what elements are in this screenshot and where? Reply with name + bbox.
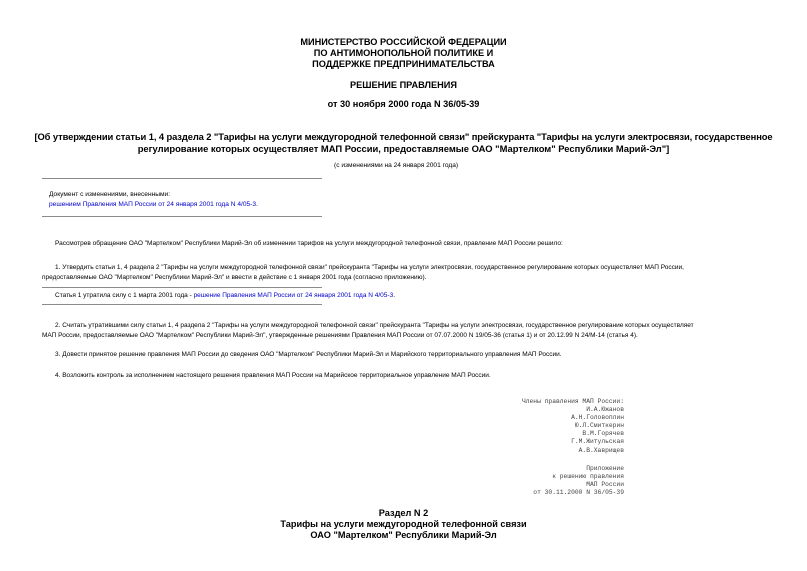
signature-name: Г.М.Житульская xyxy=(571,438,624,446)
repeal-note-top-rule xyxy=(42,287,322,288)
signature-name: А.Н.Головоплин xyxy=(571,414,624,422)
repeal-note-bottom-rule xyxy=(42,304,322,305)
section-subtitle-1: Тарифы на услуги междугородной телефонной связи xyxy=(280,519,527,529)
paragraph-2-line-1: 2. Считать утратившими силу статьи 1, 4 раздела 2 "Тарифы на услуги междугородной телефонной связи" прейскуранта "Тарифы на услуги электросвязи, государственное регулирование которых осуществляет xyxy=(55,322,694,329)
decision-heading: РЕШЕНИЕ ПРАВЛЕНИЯ xyxy=(350,80,457,90)
repeal-decision-link[interactable]: решение Правления МАП России от 24 января 2001 года N 4/05-3 xyxy=(193,292,394,299)
appendix-line: Приложение xyxy=(586,465,624,472)
document-title-line-1: [Об утверждении статьи 1, 4 раздела 2 "Тарифы на услуги междугородной телефонной связи" прейскуранта "Тарифы на услуги электросвязи, государственное xyxy=(34,131,773,142)
paragraph-2-line-2: МАП России, предоставляемые ОАО "Мартелком" Республики Марий-Эл", утвержденные решениями Правления МАП России от 07.07.2000 N 19/05-36 (статья 1) и от 20.12.99 N 24/М-14 (статья 4). xyxy=(42,332,638,339)
appendix-line: к решению правления xyxy=(552,473,624,481)
section-subtitle-2: ОАО "Мартелком" Республики Марий-Эл xyxy=(310,530,497,540)
paragraph-4: 4. Возложить контроль за исполнением настоящего решения правления МАП России на Марийское территориальное управление МАП России. xyxy=(55,372,491,379)
repeal-note-end: . xyxy=(393,292,395,299)
amending-decision-link[interactable]: решением Правления МАП России от 24 января 2001 года N 4/05-3. xyxy=(49,201,258,208)
changes-box-top-rule xyxy=(42,178,322,179)
intro-paragraph: Рассмотрев обращение ОАО "Мартелком" Республики Марий-Эл об изменении тарифов на услуги междугородной телефонной связи, правление МАП России решило: xyxy=(55,240,563,247)
ministry-name-line-3: ПОДДЕРЖКЕ ПРЕДПРИНИМАТЕЛЬСТВА xyxy=(312,59,495,69)
signature-name: И.А.Южанов xyxy=(586,406,624,414)
signature-name: В.М.Горячев xyxy=(582,430,624,438)
repeal-note-text: Статья 1 утратила силу с 1 марта 2001 года - xyxy=(55,292,194,299)
signatures-block xyxy=(400,398,624,455)
appendix-block xyxy=(400,465,624,497)
paragraph-1-line-1: 1. Утвердить статьи 1, 4 раздела 2 "Тарифы на услуги междугородной телефонной связи" прейскуранта "Тарифы на услуги электросвязи, государственное регулирование которых осуществляет МАП России, xyxy=(55,264,684,271)
paragraph-3: 3. Довести принятое решение правления МАП России до сведения ОАО "Мартелком" Республики Марий-Эл и Марийского территориального управления МАП России. xyxy=(55,351,562,358)
document-title-line-2: регулирование которых осуществляет МАП России, предоставляемые ОАО "Мартелком" Республики Марий-Эл"] xyxy=(137,143,670,154)
appendix-line: от 30.11.2000 N 36/05-39 xyxy=(533,489,624,497)
section-title: Раздел N 2 xyxy=(378,508,429,518)
signatures-heading: Члены правления МАП России: xyxy=(521,398,624,405)
amendment-note: (с изменениями на 24 января 2001 года) xyxy=(334,162,459,169)
decision-date: от 30 ноября 2000 года N 36/05-39 xyxy=(327,99,480,109)
appendix-line: МАП России xyxy=(586,481,624,489)
signature-name: А.В.Хаврищев xyxy=(578,446,624,454)
ministry-name-line-2: ПО АНТИМОНОПОЛЬНОЙ ПОЛИТИКЕ И xyxy=(313,48,494,58)
ministry-name-line-1: МИНИСТЕРСТВО РОССИЙСКОЙ ФЕДЕРАЦИИ xyxy=(300,37,507,47)
paragraph-1-line-2: предоставляемые ОАО "Мартелком" Республики Марий-Эл" и ввести в действие с 1 января 2001 года (согласно приложению). xyxy=(42,274,427,281)
signature-name: Ю.Л.Смиткерин xyxy=(574,422,624,430)
repeal-note xyxy=(55,291,395,301)
changes-label: Документ с изменениями, внесенными: xyxy=(49,191,171,198)
changes-box-bottom-rule xyxy=(42,216,322,217)
